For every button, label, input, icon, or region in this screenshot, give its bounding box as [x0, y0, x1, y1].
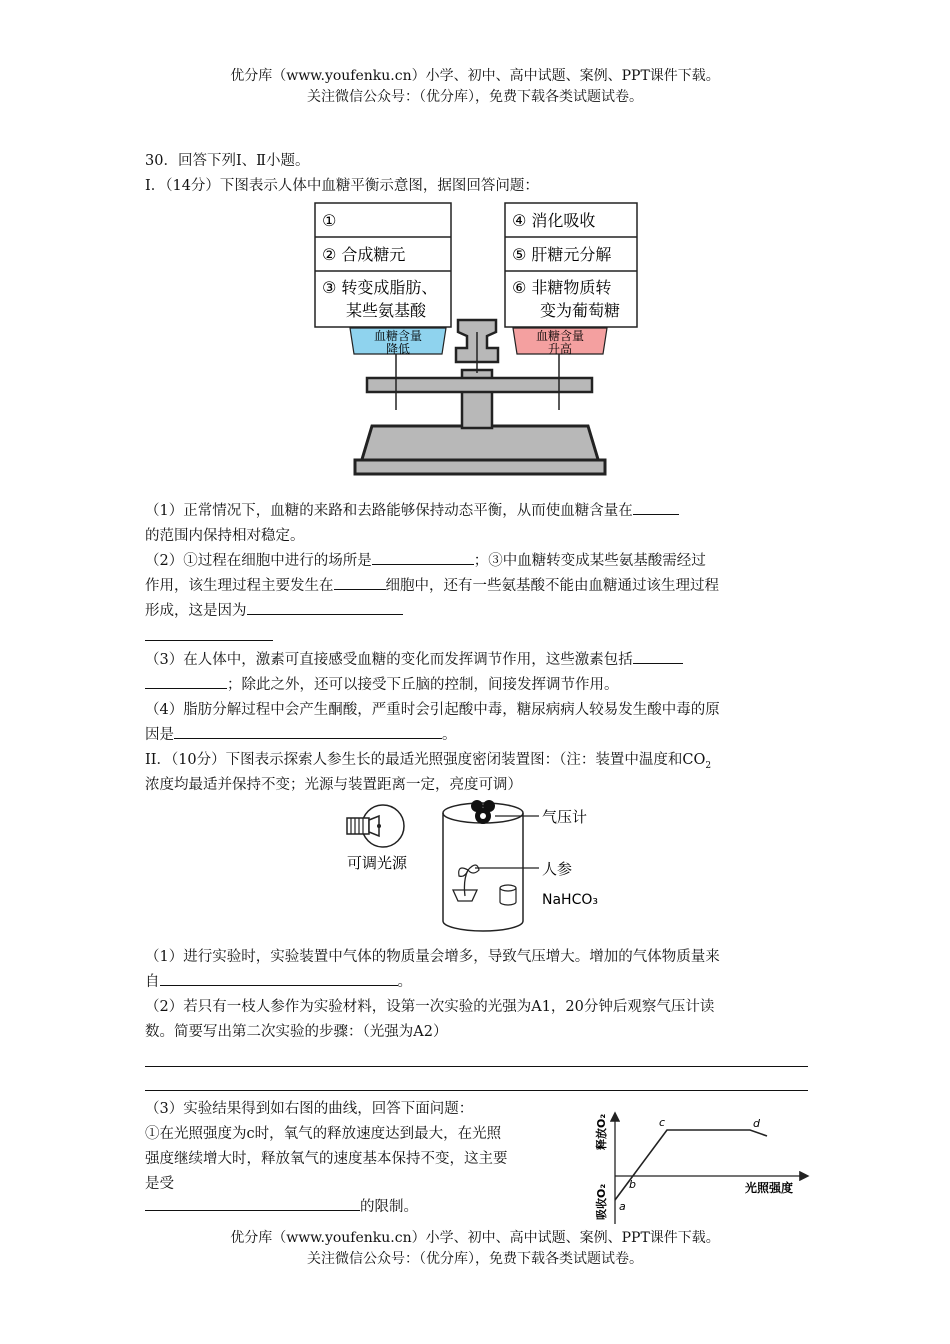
q1-line-b: 的范围内保持相对稳定。: [145, 528, 305, 544]
q3-line-b: ；除此之外，还可以接受下丘脑的控制，间接发挥调节作用。: [145, 672, 810, 698]
q2-line-b: 作用，该生理过程主要发生在 细胞中，还有一些氨基酸不能由血糖通过该生理过程: [145, 573, 810, 599]
y-top-label: 释放O₂: [595, 1113, 608, 1150]
light-intensity-graph: [585, 1108, 820, 1226]
q2-3-line-b: ①在光照强度为c时，氧气的释放速度达到最大，在光照: [145, 1126, 502, 1142]
part2-intro-a: II．（10分）下图表示探索人参生长的最适光照强度密闭装置图：（注：装置中温度和$CO_2$: [145, 752, 712, 771]
q2-1-line-b: 自 。: [145, 969, 810, 995]
q2-line-a: （2）①过程在细胞中进行的场所是 ；③中血糖转变成某些氨基酸需经过: [145, 548, 810, 574]
buffer-label: NaHCO₃: [542, 892, 598, 908]
y-bottom-label: 吸收O₂: [595, 1183, 608, 1220]
apparatus-diagram: [335, 798, 635, 933]
gauge-label: 气压计: [542, 808, 588, 826]
header-line-2: 关注微信公众号：（优分库），免费下载各类试题试卷。: [307, 89, 643, 105]
x-axis-label: 光照强度: [745, 1181, 794, 1195]
footer-line-1: 优分库（www.youfenku.cn）小学、初中、高中试题、案例、PPT课件下载。: [230, 1230, 720, 1246]
part2-intro-b: 浓度均最适并保持不变；光源与装置距离一定，亮度可调）: [145, 777, 522, 793]
q2-3-line-e: 的限制。: [145, 1194, 810, 1220]
q2-2-line-a: （2）若只有一枝人参作为实验材料，设第一次实验的光强为A1，20分钟后观察气压计读: [145, 999, 715, 1015]
q1-line-a: （1）正常情况下，血糖的来路和去路能够保持动态平衡，从而使血糖含量在: [145, 498, 810, 524]
right-pan-label-1: 血糖含量: [535, 329, 585, 343]
answer-line: [145, 640, 273, 641]
part1-intro: I．（14分）下图表示人体中血糖平衡示意图，据图回答问题：: [145, 178, 539, 194]
left-item-3b: 某些氨基酸: [346, 301, 427, 320]
right-item-3b: 变为葡萄糖: [540, 301, 621, 320]
right-item-2: ⑤ 肝糖元分解: [512, 245, 612, 264]
q2-line-c: 形成，这是因为: [145, 598, 810, 624]
light-source-icon: [347, 805, 404, 847]
point-a: a: [619, 1200, 626, 1213]
header-line-1: 优分库（www.youfenku.cn）小学、初中、高中试题、案例、PPT课件下载。: [230, 68, 720, 84]
plant-label: 人参: [542, 860, 573, 878]
question-title: 30．回答下列Ⅰ、Ⅱ小题。: [145, 153, 310, 169]
q2-3-line-c: 强度继续增大时，释放氧气的速度基本保持不变，这主要: [145, 1151, 508, 1167]
light-source-label: 可调光源: [347, 854, 408, 872]
q3-line-a: （3）在人体中，激素可直接感受血糖的变化而发挥调节作用，这些激素包括: [145, 647, 810, 673]
right-item-1: ④ 消化吸收: [512, 211, 596, 230]
point-c: c: [659, 1116, 666, 1129]
ginseng-plant-icon: [453, 865, 479, 901]
q2-1-line-a: （1）进行实验时，实验装置中气体的物质量会增多，导致气压增大。增加的气体物质量来: [145, 949, 720, 965]
answer-line-2: [145, 1090, 808, 1091]
left-item-2: ② 合成糖元: [322, 245, 406, 264]
q2-2-line-b: 数。简要写出第二次实验的步骤：（光强为A2）: [145, 1024, 448, 1040]
q2-3-line-d: 是受: [145, 1176, 174, 1192]
right-item-3: ⑥ 非糖物质转: [512, 278, 612, 297]
left-item-3: ③ 转变成脂肪、: [322, 278, 438, 297]
answer-line-1: [145, 1066, 808, 1067]
q4-line-b: 因是 。: [145, 722, 810, 748]
blood-sugar-balance-diagram: [310, 198, 650, 488]
q2-3-line-a: （3）实验结果得到如右图的曲线，回答下面问题：: [145, 1101, 474, 1117]
point-b: b: [629, 1178, 636, 1191]
left-pan-label-2: 降低: [385, 342, 411, 356]
point-d: d: [753, 1117, 760, 1130]
beaker-icon: [500, 885, 516, 905]
q4-line-a: （4）脂肪分解过程中会产生酮酸，严重时会引起酸中毒，糖尿病病人较易发生酸中毒的原: [145, 702, 720, 718]
right-pan-label-2: 升高: [547, 342, 573, 356]
left-item-1: ①: [322, 211, 337, 230]
left-pan-label-1: 血糖含量: [373, 329, 423, 343]
footer-line-2: 关注微信公众号：（优分库），免费下载各类试题试卷。: [307, 1251, 643, 1267]
